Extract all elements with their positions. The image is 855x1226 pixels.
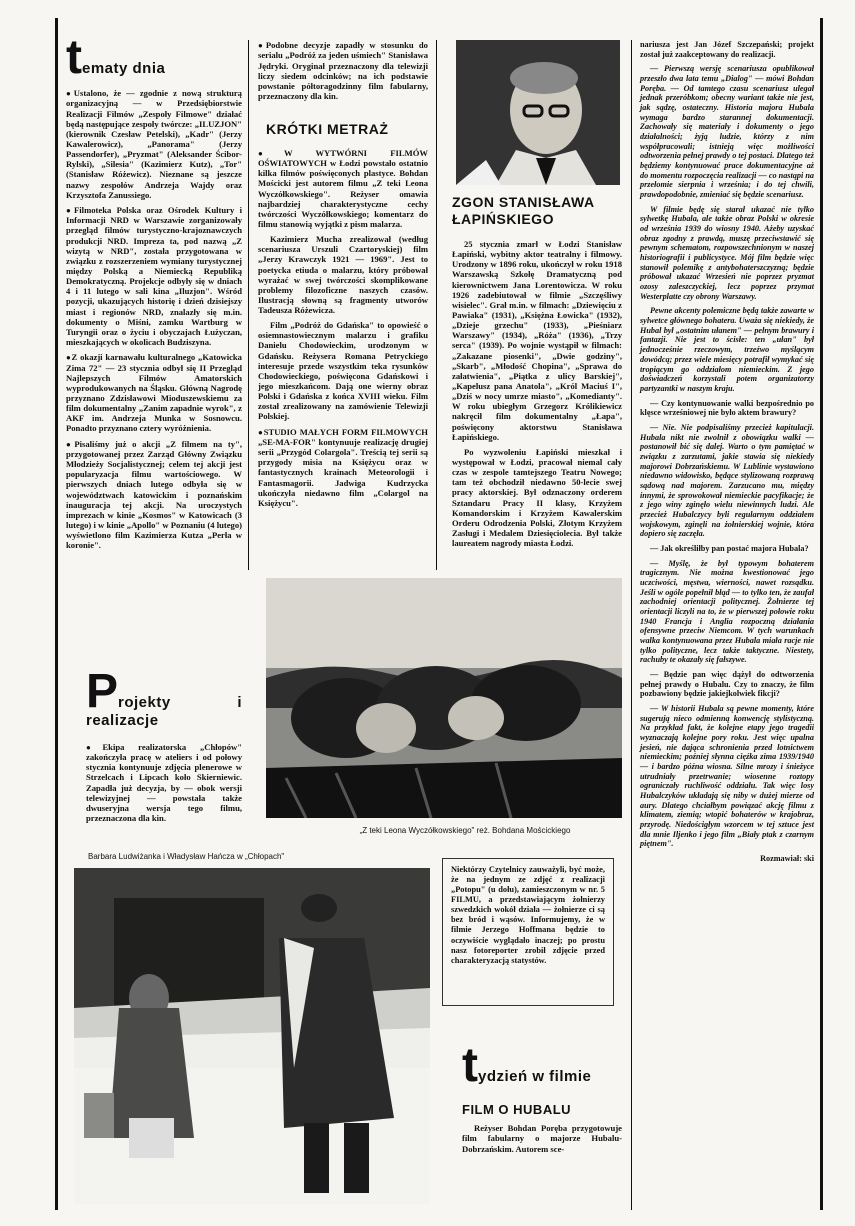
painting-image-wyczolkowski	[266, 578, 622, 818]
krotki-paragraph: ● STUDIO MAŁYCH FORM FILMOWYCH „SE-MA-FOR" kontynuuje realizację drugiej serii „Przygód Colargola". Treścią tej serii są przygody misia na Księżycu oraz w fantastycznych krainach Meteorologii i Fantasmagorii. Jadwiga Kudrzycka ukończyła niedawno film „Colargol na Księżycu".	[258, 427, 428, 508]
painting-caption: „Z teki Leona Wyczółkowskiego" reż. Bohdana Mościckiego	[359, 826, 571, 835]
right-paragraph: — Nie. Nie podpisaliśmy przecież kapitulacji. Hubala nikt nie zwolnił z obowiązku walki — postanowił bić się dalej. Warto o tym pamiętać w związku z zarzutami, jakie stawia się niekiedy majorowi Dobrzańskiemu. W Lublinie wystawiono niedawno widowisko, będące stylizowaną rozprawą sądową nad majorem. Zarzucano mu, między innymi, że sprowokował niemieckie pacyfikacje; że z jego winy zginęło wielu niewinnych ludzi. Ale przecież Hubalczycy byli regularnym oddziałem wojskowym, zginęli na żołnierskiej wojnie, która dopiero się zaczęła.	[640, 422, 814, 539]
film-o-hubalu-heading: FILM O HUBALU	[462, 1102, 572, 1117]
projekty-section	[86, 665, 242, 828]
right-paragraph: — Pierwszą wersję scenariusza opublikował przeszło dwa lata temu „Dialog" — mówi Bohdan Poręba. — Od tamtego czasu scenariusz ulegał jednak przeróbkom; obecny wariant także nie jest, jak sądzę, ostateczny. Historia majora Hubala wymaga bardzo starannej dokumentacji. Zachowały się materiały i dokumenty o jego działalności; żyją ludzie, którzy z nim współpracowali; istnieją więc możliwości odtworzenia pełnej prawdy o tej postaci. Dlatego też będziemy kontynuować prace dokumentacyjne aż do momentu rozpoczęcia realizacji — co nastąpi na przełomie sierpnia i września; i do tej chwili, prawdopodobnie, zmieniać się będzie scenariusz.	[640, 64, 814, 200]
boxed-note	[442, 858, 614, 1006]
tematy-paragraph: ● Ustalono, że — zgodnie z nową strukturą organizacyjną — w Przedsiębiorstwie Realizacji Filmów „Zespoły Filmowe" działać będą następujące zespoły twórcze: „ILUZJON" (kierownik Czesław Petelski), „Kadr" (Jerzy Kawalerowicz), „Panorama" (Jerzy Passendorfer), „Pryzmat" (Aleksander Ścibor-Rylski), „Silesia" (Kazimierz Kutz), „Tor" (Stanisław Różewicz). Nieznane są jeszcze nazwy zespołów Andrzeja Wajdy oraz Krzysztofa Zanussiego.	[66, 88, 242, 200]
krotki-metraz-heading: KRÓTKI METRAŻ	[266, 121, 389, 138]
chlopi-photo-caption: Barbara Ludwiżanka i Władysław Hańcza w „Chłopach"	[88, 852, 285, 861]
zgon-title-line2: ŁAPIŃSKIEGO	[452, 210, 554, 227]
tematy-title-rest: ematy dnia	[81, 60, 166, 77]
projekty-big-letter: P	[86, 665, 119, 718]
tydzien-heading	[462, 1039, 622, 1092]
tydzien-title-rest: ydzień w filmie	[477, 1068, 592, 1085]
right-paragraph: — Czy kontynuowanie walki bezpośrednio po klęsce wrześniowej nie było aktem brawury?	[640, 398, 814, 418]
interview-signature: Rozmawiał: ski	[760, 854, 814, 864]
right-paragraph: — Jak określiłby pan postać majora Hubala?	[650, 543, 809, 553]
tydzien-paragraph: Reżyser Bohdan Poręba przygotowuje film fabularny o majorze Hubalu-Dobrzańskim. Autorem sce-	[462, 1123, 622, 1154]
right-paragraph: W filmie będę się starał ukazać nie tylko sylwetkę Hubala, ale także obraz Polski w okresie od września 1939 do wiosny 1940. Ażeby uzyskać obraz zgodny z prawdą, muszę przeciwstawić się pewnym schematom, rozpowszechnionym w naszej historiografii i publicystyce. Mój film będzie więc stanowił polemikę z antybohaterszczyzną; będzie próbował ukazać Wrzesień nie poprzez pryzmat ozosy zaleszczyckiej, lecz poprzez przymat Westerplatte czy obrony Warszawy.	[640, 204, 814, 301]
right-paragraph: nariusza jest Jan Józef Szczepański; projekt został już zaakceptowany do realizacji.	[640, 40, 814, 59]
column-rule-1	[248, 40, 249, 570]
zgon-paragraph: 25 stycznia zmarł w Łodzi Stanisław Łapiński, wybitny aktor teatralny i filmowy. Urodzony w 1896 roku, ukończył w roku 1918 Warszawską Szkołę Dramatyczną pod kierownictwem Jana Lorentowicza. W roku 1926 zadebiutował w filmie „Szczęśliwy wisielec". Grał m.in. w filmach: „Dziewięciu z Pawiaka" (1931), „Księżna Łowicka" (1932), „Dzieje grzechu" (1933), „Pieśniarz Warszawy" (1934), „Róża" (1936), „Trzy serca" (1939). Po wojnie wystąpił w filmach: „Zakazane piosenki", „Dwie godziny", „Skarb", „Młodość Chopina", „Sprawa do załatwienia", „Piątka z ulicy Barskiej", „Kapelusz pana Anatola", „Król Maciuś I", „Dziś w nocy umrze miasto", „Komedianty". W roku ubiegłym Grzegorz Królikiewicz nakręcił film dokumentalny „Łapa", poświęcony aktorstwu Stanisława Łapińskiego.	[452, 239, 622, 442]
tematy-dnia-heading	[66, 31, 242, 84]
projekty-paragraph: ● Ekipa realizatorska „Chłopów" zakończyła pracę w ateliers i od połowy stycznia kontynuuje zdjęcia plenerowe w Strzelcach i Lipcach koło Skierniewic. Zapadła już decyzja, by — obok wersji telewizyjnej — powstała także dwuseryjna wersja tego filmu, przeznaczona dla kin.	[86, 742, 242, 823]
projekty-heading	[86, 665, 242, 730]
column-rule-3	[631, 40, 632, 1210]
krotki-paragraph: ● W WYTWÓRNI FILMÓW OŚWIATOWYCH w Łodzi powstało ostatnio kilka filmów poświęconych plastyce. Bohdan Mościcki jest autorem filmu „Z teki Leona Wyczółkowskiego". Reżyser omawia najbardziej charakterystyczne cechy twórczości Wyczółkowskiego; komentarz do filmu stanowią wyjątki z pism malarza.	[258, 148, 428, 229]
right-border-rule	[820, 18, 823, 1210]
right-paragraph: Pewne akcenty polemiczne będą także zawarte w sylwetce głównego bohatera. Uważa się niekiedy, że Hubal był „ostatnim ułanem" — pełnym brawury i fantazji. Nie jest to ścisłe: ten „ułan" był jednocześnie rzeczowym, trzeźwo myślącym dowódcą; przez wiele miesięcy potrafił wymykać się tropiącym go oddziałom niemieckim. Z jego doświadczeń korzystali potem organizatorzy partyzantki w naszym kraju.	[640, 306, 814, 393]
right-paragraph: — W historii Hubala są pewne momenty, które sugerują nieco odmienną konwencję stylistyczną. Na przykład fakt, że kolejne etapy jego tragedii wyznaczają kolejne pory roku. Jest więc upalna jesień, nie dająca schronienia przed lotnictwem niemieckim; poźniej słynna cięźka zima 1939/1940 — i bardzo późna wiosna. Silne mrozy i śnieżyce utrudniały przetrwanie; wiosenne roztopy ograniczały ruchliwość oddziału. Tak więc losy Hubalczyków układają się niby w dużej mierze od aury. Dlatego chciałbym powiązać akcję filmu z klimatem, ziemią; wtopić bohaterów w krajobraz, przyrodę. Niedościgłym wzorcem w tej sztuce jest dla mnie Iljenko i jego film „Biały ptak z czarnym piętnem".	[640, 704, 814, 849]
middle-intro: ● Podobne decyzje zapadły w stosunku do serialu „Podróż za jeden uśmiech" Stanisława Jędryki. Oryginał przeznaczony dla telewizji liczy siedem odcinków; na ich podstawie powstanie półtoragodzinny film fabularny, przeznaczony dla kin.	[258, 40, 428, 101]
right-paragraph: — Myślę, że był typowym bohaterem tragicznym. Nie można kwestionować jego uczciwości, męstwa, wierności, nawet rozsądku. Jeśli w ogóle popełnił błąd — to tylko ten, że zaufał zachodniej orientacji politycznej. Żołnierze tej orientacji liczyli na to, że w pierwszej połowie roku 1940 Francja i Anglia rozpoczną działania ofensywne przeciw Niemcom. W tych warunkach walka kontynuowana przez Hubala miała racje nie tylko polityczne, lecz także taktyczne. Niestety, rachuby te okazały się fałszywe.	[640, 558, 814, 665]
zgon-column	[452, 190, 622, 553]
tematy-paragraph: ● Pisaliśmy już o akcji „Z filmem na ty", przygotowanej przez Zarząd Główny Związku Młodzieży Socjalistycznej; celem tej akcji jest popularyzacja filmu wartościowego. W pierwszych dniach lutego odbyła się w województwach katowickim i poznańskim inauguracja tej akcji. Na uroczystych imprezach w kinie „Kosmos" w Katowicach (3 lutego) i w kinie „Apollo" w Poznaniu (4 lutego) wyświetlono film Kazimierza Kutza „Perła w koronie".	[66, 439, 242, 551]
tematy-paragraph: ● Z okazji karnawału kulturalnego „Katowicka Zima 72" — 23 stycznia odbył się II Przegląd Najlepszych Filmów Amatorskich wyprodukowanych na Śląsku. Główną Nagrodę przyznano Zdzisławowi Mioduszewskiemu za film dokumentalny „Zanim zapadnie wyrok", z AKF im. Andrzeja Munka w Sosnowcu. Ponadto przyznano cztery wyróżnienia.	[66, 352, 242, 433]
left-border-rule	[55, 18, 58, 1210]
projekty-title-rest: rojekty i realizacje	[86, 694, 242, 729]
krotki-paragraph: Film „Podróż do Gdańska" to opowieść o osiemnastowiecznym malarzu i grafiku Danielu Chodowieckim, urodzonym w Gdańsku. Reżysera Romana Petryckiego interesuje przede wszystkim teka rysunków Chodowieckiego, poświęcona Gdańskowi i jego mieszkańcom. Dają one wierny obraz Polski i Gdańska z końca XVIII wieku. Film został zrealizowany na zamówienie Telewizji Polskiej.	[258, 320, 428, 422]
boxed-note-text: Niektórzy Czytelnicy zauważyli, być może, że na jednym ze zdjęć z realizacji „Potopu" (u dołu), zamieszczonym w nr. 5 FILMU, a przedstawiającym żołnierzy szwedzkich wokół działa — żołnierze ci są bez bród i wąsów. Informujemy, że w filmie Jerzego Hoffmana będzie to oczywiście wyglądało inaczej; po prostu nasz fotoreporter zrobił zdjęcie przed charakteryzacją statystów.	[451, 865, 605, 965]
painting-illustration	[266, 578, 622, 818]
left-column	[66, 31, 242, 555]
tydzien-big-letter: t	[462, 1039, 478, 1092]
portrait-photo-lapinski	[456, 40, 620, 185]
right-column	[640, 40, 814, 869]
middle-column	[258, 40, 428, 513]
portrait-illustration	[456, 40, 620, 185]
zgon-paragraph: Po wyzwoleniu Łapiński mieszkał i występował w Łodzi, pracował niemal cały czas w zespole tamtejszego Teatru Nowego; tam też obchodził niedawno 50-lecie swej pracy aktorskiej. Był odznaczony orderem Sztandaru Pracy II klasy, Krzyżem Komandorskim i Krzyżem Kawalerskim Orderu Odrodzenia Polski, Złotym Krzyżem Zasługi i Medalem Dziesięciolecia. Był także laureatem nagrody miasta Łodzi.	[452, 446, 622, 549]
right-paragraph: — Będzie pan więc dążył do odtworzenia pełnej prawdy o Hubalu. Czy to znaczy, że film pozbawiony będzie jakiejkolwiek fikcji?	[640, 669, 814, 699]
krotki-paragraph: Kazimierz Mucha zrealizował (według scenariusza Urszuli Czartoryskiej) film „Jerzy Krawczyk 1921 — 1969". Jest to poetycka etiuda o malarzu, który próbował wyrażać w swej twórczości skomplikowane problemy filozoficzne naszych czasów. Ilustracją słowną są fragmenty utworów Tadeusza Różewicza.	[258, 234, 428, 316]
tematy-big-letter: t	[66, 31, 82, 84]
zgon-title-line1: ZGON STANISŁAWA	[452, 194, 595, 210]
chlopi-illustration	[74, 868, 430, 1204]
tematy-paragraph: ● Filmoteka Polska oraz Ośrodek Kultury i Informacji NRD w Warszawie zorganizowały przegląd filmów turystyczno-krajoznawczych produkcji NRD. Impreza ta, pod nazwą „Z wizytą w NRD", została przygotowana w związku z rozszerzeniem wymiany turystycznej między Polską a Niemiecką Republiką Demokratyczną. Projekcje odbyły się w dniach 4 i 11 lutego w sali kina „Iluzjon". Wśród pozycji, ukazujących historię i dzień dzisiejszy miast i regionów NRD, znalazły się m.in. dokumenty o Miśni, zamku Wartburg w Turyngii oraz o życiu i obyczajach Łużyczan, mieszkających w okolicach Budziszyna.	[66, 205, 242, 347]
tydzien-section	[462, 1039, 622, 1159]
chlopi-photo	[74, 868, 430, 1204]
column-rule-2	[436, 40, 437, 570]
